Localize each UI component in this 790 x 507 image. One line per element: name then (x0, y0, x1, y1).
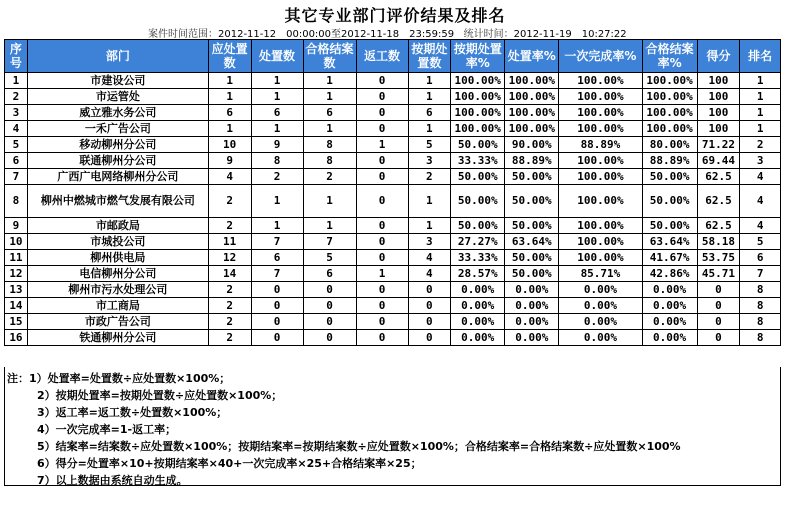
cell-score: 100 (697, 121, 740, 137)
cell-index: 1 (5, 73, 28, 89)
cell-rework: 0 (356, 234, 408, 250)
cell-handled: 0 (251, 282, 303, 298)
cell-qualified: 0 (303, 282, 356, 298)
cell-ontime: 1 (408, 121, 451, 137)
cell-rank: 7 (740, 266, 781, 282)
cell-handle-rate: 100.00% (505, 105, 559, 121)
cell-score: 69.44 (697, 153, 740, 169)
cell-index: 15 (5, 314, 28, 330)
cell-handled: 9 (251, 137, 303, 153)
cell-qualified-rate: 63.64% (642, 234, 697, 250)
cell-ontime: 1 (408, 218, 451, 234)
cell-first-pass-rate: 100.00% (559, 218, 642, 234)
cell-dept: 广西广电网络柳州分公司 (27, 169, 208, 185)
cell-handled: 7 (251, 234, 303, 250)
time-range-label: 案件时间范围： (148, 29, 218, 40)
cell-score: 0 (697, 298, 740, 314)
cell-ontime: 0 (408, 282, 451, 298)
table-row (5, 298, 781, 314)
cell-qualified: 8 (303, 153, 356, 169)
table-row (5, 234, 781, 250)
cell-dept: 一禾广告公司 (27, 121, 208, 137)
cell-qualified: 1 (303, 121, 356, 137)
cell-handle-rate: 0.00% (505, 298, 559, 314)
report-title: 其它专业部门评价结果及排名 (284, 6, 506, 25)
cell-first-pass-rate: 100.00% (559, 153, 642, 169)
table-row (5, 282, 781, 298)
cell-ontime: 3 (408, 234, 451, 250)
cell-score: 0 (697, 282, 740, 298)
cell-qualified-rate: 100.00% (642, 105, 697, 121)
cell-due: 1 (208, 121, 251, 137)
cell-rank: 4 (740, 218, 781, 234)
cell-due: 9 (208, 153, 251, 169)
cell-rework: 0 (356, 282, 408, 298)
cell-index: 3 (5, 105, 28, 121)
cell-qualified-rate: 88.89% (642, 153, 697, 169)
cell-qualified: 6 (303, 105, 356, 121)
cell-dept: 市邮政局 (27, 218, 208, 234)
col-header-rank: 排名 (740, 40, 781, 73)
cell-due: 2 (208, 330, 251, 346)
table-row (5, 89, 781, 105)
cell-ontime: 4 (408, 250, 451, 266)
cell-rank: 4 (740, 185, 781, 218)
cell-score: 0 (697, 314, 740, 330)
cell-rank: 2 (740, 137, 781, 153)
cell-qualified-rate: 50.00% (642, 218, 697, 234)
cell-index: 13 (5, 282, 28, 298)
cell-rank: 4 (740, 169, 781, 185)
cell-rank: 8 (740, 298, 781, 314)
cell-dept: 铁通柳州分公司 (27, 330, 208, 346)
cell-rank: 8 (740, 282, 781, 298)
table-row (5, 330, 781, 346)
table-row (5, 73, 781, 89)
cell-handled: 6 (251, 250, 303, 266)
cell-score: 100 (697, 89, 740, 105)
cell-qualified-rate: 100.00% (642, 89, 697, 105)
cell-index: 16 (5, 330, 28, 346)
cell-handle-rate: 50.00% (505, 169, 559, 185)
cell-handle-rate: 50.00% (505, 218, 559, 234)
cell-dept: 柳州供电局 (27, 250, 208, 266)
cell-ontime-rate: 33.33% (451, 250, 505, 266)
cell-score: 45.71 (697, 266, 740, 282)
cell-ontime: 0 (408, 330, 451, 346)
note-line: 6）得分=处置率×10+按期结案率×40+一次完成率×25+合格结案率×25； (37, 457, 422, 470)
cell-qualified-rate: 0.00% (642, 330, 697, 346)
cell-index: 5 (5, 137, 28, 153)
cell-first-pass-rate: 0.00% (559, 298, 642, 314)
cell-score: 53.75 (697, 250, 740, 266)
cell-handle-rate: 100.00% (505, 89, 559, 105)
cell-rework: 0 (356, 314, 408, 330)
cell-index: 11 (5, 250, 28, 266)
cell-rework: 0 (356, 73, 408, 89)
cell-rank: 1 (740, 121, 781, 137)
cell-ontime: 6 (408, 105, 451, 121)
cell-rework: 0 (356, 330, 408, 346)
table-header-row (5, 40, 781, 73)
cell-qualified-rate: 80.00% (642, 137, 697, 153)
cell-handle-rate: 50.00% (505, 250, 559, 266)
cell-dept: 市城投公司 (27, 234, 208, 250)
cell-dept: 柳州中燃城市燃气发展有限公司 (27, 185, 208, 218)
cell-ontime-rate: 28.57% (451, 266, 505, 282)
cell-ontime: 4 (408, 266, 451, 282)
cell-qualified: 0 (303, 298, 356, 314)
cell-ontime-rate: 0.00% (451, 282, 505, 298)
cell-due: 4 (208, 169, 251, 185)
cell-ontime-rate: 100.00% (451, 73, 505, 89)
cell-handle-rate: 50.00% (505, 185, 559, 218)
cell-handled: 7 (251, 266, 303, 282)
cell-ontime: 2 (408, 169, 451, 185)
cell-qualified-rate: 50.00% (642, 169, 697, 185)
cell-handle-rate: 90.00% (505, 137, 559, 153)
cell-index: 4 (5, 121, 28, 137)
cell-index: 6 (5, 153, 28, 169)
cell-handled: 8 (251, 153, 303, 169)
cell-first-pass-rate: 100.00% (559, 250, 642, 266)
cell-due: 2 (208, 314, 251, 330)
cell-dept: 市建设公司 (27, 73, 208, 89)
cell-score: 71.22 (697, 137, 740, 153)
time-range-value: 2012-11-12 00:00:00至2012-11-18 23:59:59 (218, 29, 455, 40)
cell-score: 0 (697, 330, 740, 346)
cell-ontime-rate: 27.27% (451, 234, 505, 250)
cell-rework: 1 (356, 137, 408, 153)
cell-rework: 0 (356, 185, 408, 218)
cell-ontime-rate: 50.00% (451, 169, 505, 185)
cell-first-pass-rate: 100.00% (559, 89, 642, 105)
cell-index: 14 (5, 298, 28, 314)
cell-handled: 0 (251, 314, 303, 330)
cell-score: 100 (697, 73, 740, 89)
evaluation-table (4, 39, 781, 346)
cell-handled: 0 (251, 298, 303, 314)
cell-due: 2 (208, 218, 251, 234)
cell-handled: 0 (251, 330, 303, 346)
note-line: 注：1）处置率=处置数÷应处置数×100%； (7, 372, 231, 385)
cell-ontime-rate: 100.00% (451, 121, 505, 137)
cell-ontime: 1 (408, 89, 451, 105)
stat-time-value: 2012-11-19 10:27:22 (513, 29, 627, 40)
table-row (5, 153, 781, 169)
cell-index: 7 (5, 169, 28, 185)
table-row (5, 218, 781, 234)
col-header-ontime: 按期处置数 (408, 40, 451, 73)
cell-rework: 0 (356, 105, 408, 121)
cell-handle-rate: 0.00% (505, 330, 559, 346)
cell-rework: 0 (356, 298, 408, 314)
cell-handled: 1 (251, 185, 303, 218)
cell-handled: 1 (251, 89, 303, 105)
cell-handled: 6 (251, 105, 303, 121)
stat-time-label: 统计时间： (463, 29, 514, 40)
cell-qualified: 1 (303, 73, 356, 89)
cell-due: 2 (208, 298, 251, 314)
cell-score: 62.5 (697, 218, 740, 234)
cell-qualified-rate: 100.00% (642, 73, 697, 89)
cell-dept: 市运管处 (27, 89, 208, 105)
notes-panel (4, 367, 781, 486)
col-header-score: 得分 (697, 40, 740, 73)
table-row (5, 137, 781, 153)
col-header-handled: 处置数 (251, 40, 303, 73)
cell-dept: 电信柳州分公司 (27, 266, 208, 282)
cell-first-pass-rate: 100.00% (559, 185, 642, 218)
col-header-first-pass-rate: 一次完成率% (559, 40, 642, 73)
note-line: 3）返工率=返工数÷处置数×100%； (37, 406, 228, 419)
note-line: 2）按期处置率=按期处置数÷应处置数×100%； (37, 389, 283, 402)
cell-qualified-rate: 50.00% (642, 185, 697, 218)
col-header-qualified: 合格结案数 (303, 40, 356, 73)
cell-ontime: 1 (408, 185, 451, 218)
cell-score: 62.5 (697, 169, 740, 185)
cell-ontime-rate: 0.00% (451, 330, 505, 346)
cell-first-pass-rate: 0.00% (559, 314, 642, 330)
table-row (5, 185, 781, 218)
cell-dept: 移动柳州分公司 (27, 137, 208, 153)
cell-qualified-rate: 42.86% (642, 266, 697, 282)
cell-first-pass-rate: 100.00% (559, 73, 642, 89)
cell-due: 2 (208, 185, 251, 218)
cell-dept: 市工商局 (27, 298, 208, 314)
table-row (5, 169, 781, 185)
cell-rank: 6 (740, 250, 781, 266)
col-header-ontime-rate: 按期处置率% (451, 40, 505, 73)
cell-handled: 1 (251, 73, 303, 89)
cell-ontime-rate: 50.00% (451, 137, 505, 153)
cell-ontime: 5 (408, 137, 451, 153)
cell-qualified: 1 (303, 89, 356, 105)
cell-handle-rate: 63.64% (505, 234, 559, 250)
cell-ontime: 1 (408, 73, 451, 89)
cell-ontime-rate: 50.00% (451, 185, 505, 218)
cell-ontime-rate: 0.00% (451, 314, 505, 330)
table-row (5, 105, 781, 121)
cell-qualified: 1 (303, 185, 356, 218)
cell-first-pass-rate: 0.00% (559, 330, 642, 346)
cell-index: 12 (5, 266, 28, 282)
cell-index: 2 (5, 89, 28, 105)
cell-qualified: 6 (303, 266, 356, 282)
cell-handle-rate: 100.00% (505, 73, 559, 89)
cell-rework: 0 (356, 169, 408, 185)
cell-dept: 柳州市污水处理公司 (27, 282, 208, 298)
col-header-due: 应处置数 (208, 40, 251, 73)
cell-due: 2 (208, 282, 251, 298)
cell-handle-rate: 50.00% (505, 266, 559, 282)
cell-ontime-rate: 50.00% (451, 218, 505, 234)
col-header-dept: 部门 (27, 40, 208, 73)
cell-rank: 8 (740, 330, 781, 346)
cell-rework: 0 (356, 153, 408, 169)
cell-rank: 8 (740, 314, 781, 330)
cell-qualified-rate: 100.00% (642, 121, 697, 137)
cell-dept: 联通柳州分公司 (27, 153, 208, 169)
cell-rank: 3 (740, 153, 781, 169)
cell-rework: 0 (356, 218, 408, 234)
table-row (5, 121, 781, 137)
cell-dept: 威立雅水务公司 (27, 105, 208, 121)
table-row (5, 250, 781, 266)
cell-qualified-rate: 0.00% (642, 282, 697, 298)
note-line: 4）一次完成率=1-返工率； (37, 423, 177, 436)
cell-index: 8 (5, 185, 28, 218)
cell-ontime-rate: 0.00% (451, 298, 505, 314)
cell-rank: 1 (740, 73, 781, 89)
cell-index: 9 (5, 218, 28, 234)
cell-due: 11 (208, 234, 251, 250)
note-line: 7）以上数据由系统自动生成。 (37, 474, 188, 487)
cell-ontime: 0 (408, 314, 451, 330)
cell-qualified: 0 (303, 314, 356, 330)
cell-score: 58.18 (697, 234, 740, 250)
cell-index: 10 (5, 234, 28, 250)
col-header-qualified-rate: 合格结案率% (642, 40, 697, 73)
cell-qualified: 8 (303, 137, 356, 153)
cell-first-pass-rate: 88.89% (559, 137, 642, 153)
table-row (5, 314, 781, 330)
cell-handle-rate: 0.00% (505, 314, 559, 330)
cell-due: 12 (208, 250, 251, 266)
cell-rework: 1 (356, 266, 408, 282)
cell-ontime: 3 (408, 153, 451, 169)
cell-qualified-rate: 0.00% (642, 298, 697, 314)
cell-handled: 1 (251, 218, 303, 234)
cell-due: 14 (208, 266, 251, 282)
cell-first-pass-rate: 100.00% (559, 169, 642, 185)
cell-first-pass-rate: 100.00% (559, 121, 642, 137)
cell-first-pass-rate: 100.00% (559, 234, 642, 250)
cell-ontime-rate: 100.00% (451, 105, 505, 121)
cell-handle-rate: 0.00% (505, 282, 559, 298)
cell-qualified: 5 (303, 250, 356, 266)
col-header-rework: 返工数 (356, 40, 408, 73)
cell-qualified: 2 (303, 169, 356, 185)
cell-rank: 1 (740, 105, 781, 121)
cell-due: 1 (208, 73, 251, 89)
table-row (5, 266, 781, 282)
cell-due: 1 (208, 89, 251, 105)
cell-handled: 2 (251, 169, 303, 185)
cell-first-pass-rate: 100.00% (559, 105, 642, 121)
cell-handle-rate: 100.00% (505, 121, 559, 137)
note-line: 5）结案率=结案数÷应处置数×100%；按期结案率=按期结案数÷应处置数×100%；合格结案率=合格结案数÷应处置数×100% (37, 440, 681, 453)
report-meta (148, 25, 627, 40)
cell-score: 62.5 (697, 185, 740, 218)
cell-qualified-rate: 41.67% (642, 250, 697, 266)
cell-rank: 5 (740, 234, 781, 250)
cell-qualified: 0 (303, 330, 356, 346)
cell-qualified-rate: 0.00% (642, 314, 697, 330)
cell-first-pass-rate: 85.71% (559, 266, 642, 282)
cell-qualified: 1 (303, 218, 356, 234)
cell-due: 10 (208, 137, 251, 153)
cell-rework: 0 (356, 250, 408, 266)
cell-first-pass-rate: 0.00% (559, 282, 642, 298)
col-header-handle-rate: 处置率% (505, 40, 559, 73)
cell-due: 6 (208, 105, 251, 121)
cell-handled: 1 (251, 121, 303, 137)
cell-score: 100 (697, 105, 740, 121)
cell-rework: 0 (356, 89, 408, 105)
cell-rework: 0 (356, 121, 408, 137)
cell-rank: 1 (740, 89, 781, 105)
cell-dept: 市政广告公司 (27, 314, 208, 330)
cell-ontime-rate: 33.33% (451, 153, 505, 169)
cell-handle-rate: 88.89% (505, 153, 559, 169)
col-header-index: 序号 (5, 40, 28, 73)
cell-qualified: 7 (303, 234, 356, 250)
cell-ontime-rate: 100.00% (451, 89, 505, 105)
cell-ontime: 0 (408, 298, 451, 314)
